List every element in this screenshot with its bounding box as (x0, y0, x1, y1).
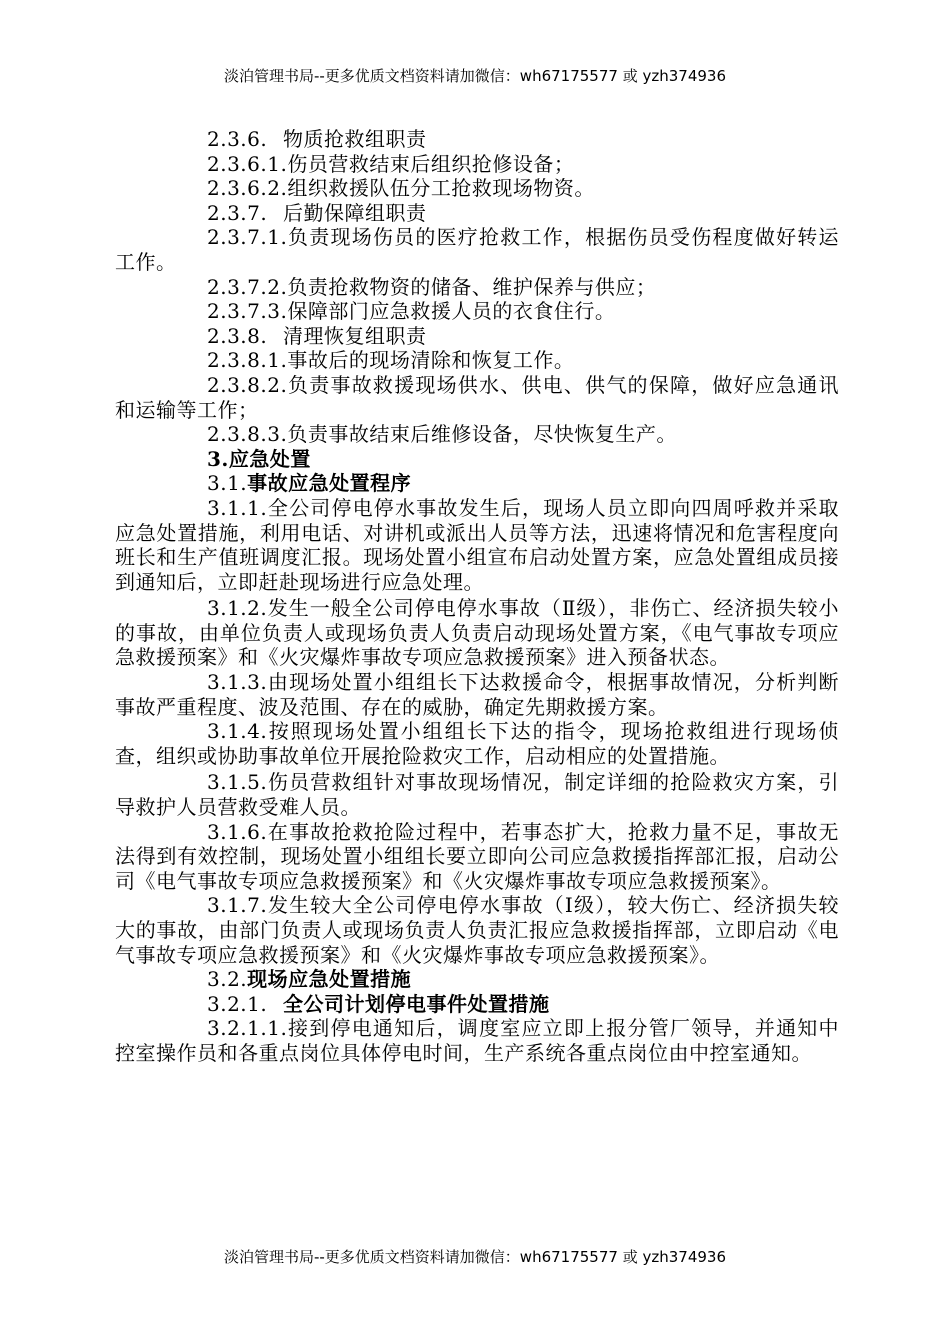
list-item (115, 176, 839, 201)
paragraph-text: 接到停电通知后，调度室应立即上报分管厂领导，并通知中控室操作员和各重点岗位具体停电时间，生产系统各重点岗位由中控室通知。 (115, 1016, 839, 1065)
section-number: 2.3.8. (207, 323, 268, 348)
paragraph-number: 3.1.5. (207, 770, 268, 795)
chapter-heading (115, 447, 839, 472)
subsection-heading (115, 992, 839, 1017)
section-number: 3.1. (207, 471, 248, 496)
paragraph (115, 820, 839, 894)
paragraph-text: 伤员营救组针对事故现场情况，制定详细的抢险救灾方案，引导救护人员营救受难人员。 (115, 770, 839, 820)
section-title: 事故应急处置程序 (247, 471, 412, 496)
paragraph-number: 3.1.7. (207, 893, 268, 918)
item-number: 2.3.7.3. (207, 299, 288, 324)
paragraph-number: 3.1.1. (207, 495, 268, 520)
paragraph (115, 496, 839, 594)
section-heading (115, 967, 839, 992)
section-heading (115, 324, 839, 349)
subsection-title: 全公司计划停电事件处置措施 (283, 991, 550, 1016)
paragraph-text: 由现场处置小组组长下达救援命令，根据事故情况，分析判断事故严重程度、波及范围、存在的威胁，确定先期救援方案。 (115, 670, 839, 719)
item-text: 事故后的现场清除和恢复工作。 (287, 348, 575, 373)
section-heading (115, 471, 839, 496)
paragraph-number: 3.1.2. (207, 596, 268, 621)
item-text: 负责事故救援现场供水、供电、供气的保障，做好应急通讯和运输等工作； (115, 372, 839, 422)
subsection-number: 3.2.1. (207, 991, 268, 1016)
paragraph (115, 670, 839, 719)
chapter-number: 3. (207, 446, 229, 471)
item-text: 负责事故结束后维修设备，尽快恢复生产。 (287, 422, 677, 447)
section-title: 后勤保障组职责 (283, 200, 427, 225)
section-number: 2.3.7. (207, 200, 268, 225)
section-title: 物质抢救组职责 (283, 127, 427, 151)
section-heading (115, 201, 839, 226)
paragraph-text: 全公司停电停水事故发生后，现场人员立即向四周呼救并采取应急处置措施，利用电话、对讲机或派出人员等方法，迅速将情况和危害程度向班长和生产值班调度汇报。现场处置小组宣布启动处置方案，应急处置组成员接到通知后，立即赶赴现场进行应急处理。 (115, 495, 839, 594)
paragraph (115, 719, 839, 768)
section-title: 清理恢复组职责 (283, 323, 427, 348)
paragraph-text: 在事故抢救抢险过程中，若事态扩大，抢救力量不足，事故无法得到有效控制，现场处置小组组长要立即向公司应急救援指挥部汇报，启动公司《电气事故专项应急救援预案》和《火灾爆炸事故专项应急救援预案》。 (115, 819, 839, 893)
paragraph-number: 3.1.6. (207, 819, 268, 844)
paragraph-text: 发生较大全公司停电停水事故（Ⅰ级），较大伤亡、经济损失较大的事故，由部门负责人或现场负责人负责汇报应急救援指挥部，立即启动《电气事故专项应急救援预案》和《火灾爆炸事故专项应急救援预案》。 (115, 893, 839, 967)
item-number: 2.3.6.1. (207, 151, 288, 176)
item-number: 2.3.8.1. (207, 348, 288, 373)
section-number: 3.2. (207, 967, 248, 992)
paragraph (115, 893, 839, 967)
list-item (115, 152, 839, 177)
list-item (115, 225, 839, 274)
item-text: 保障部门应急救援人员的衣食住行。 (287, 299, 616, 324)
page-header: 淡泊管理书局--更多优质文档资料请加微信：wh67175577 或 yzh374936 (223, 67, 726, 85)
document-body (115, 127, 839, 1066)
item-number: 2.3.8.3. (207, 422, 288, 447)
section-heading (115, 127, 839, 152)
paragraph (115, 770, 839, 819)
list-item (115, 348, 839, 373)
item-text: 负责抢救物资的储备、维护保养与供应； (287, 274, 657, 299)
section-title: 现场应急处置措施 (247, 967, 412, 992)
section-number: 2.3.6. (207, 127, 268, 151)
item-number: 2.3.6.2. (207, 176, 288, 201)
item-number: 2.3.7.2. (207, 274, 288, 299)
chapter-title: 应急处置 (228, 446, 311, 471)
paragraph (115, 596, 839, 670)
paragraph-number: 3.2.1.1. (207, 1016, 288, 1041)
item-text: 伤员营救结束后组织抢修设备； (287, 151, 575, 176)
list-item (115, 422, 839, 447)
item-number: 2.3.8.2. (207, 372, 288, 397)
list-item (115, 299, 839, 324)
page-footer: 淡泊管理书局--更多优质文档资料请加微信：wh67175577 或 yzh374936 (223, 1248, 726, 1266)
paragraph (115, 1016, 839, 1065)
paragraph-number: 3.1.4. (207, 719, 268, 744)
paragraph-text: 按照现场处置小组组长下达的指令，现场抢救组进行现场侦查，组织或协助事故单位开展抢险救灾工作，启动相应的处置措施。 (115, 719, 839, 768)
item-text: 负责现场伤员的医疗抢救工作，根据伤员受伤程度做好转运工作。 (115, 225, 839, 274)
paragraph-number: 3.1.3. (207, 670, 268, 695)
list-item (115, 373, 839, 422)
item-text: 组织救援队伍分工抢救现场物资。 (287, 176, 595, 201)
list-item (115, 275, 839, 300)
item-number: 2.3.7.1. (207, 225, 288, 250)
paragraph-text: 发生一般全公司停电停水事故（Ⅱ级），非伤亡、经济损失较小的事故，由单位负责人或现场负责人负责启动现场处置方案，《电气事故专项应急救援预案》和《火灾爆炸事故专项应急救援预案》进入预备状态。 (115, 596, 839, 670)
